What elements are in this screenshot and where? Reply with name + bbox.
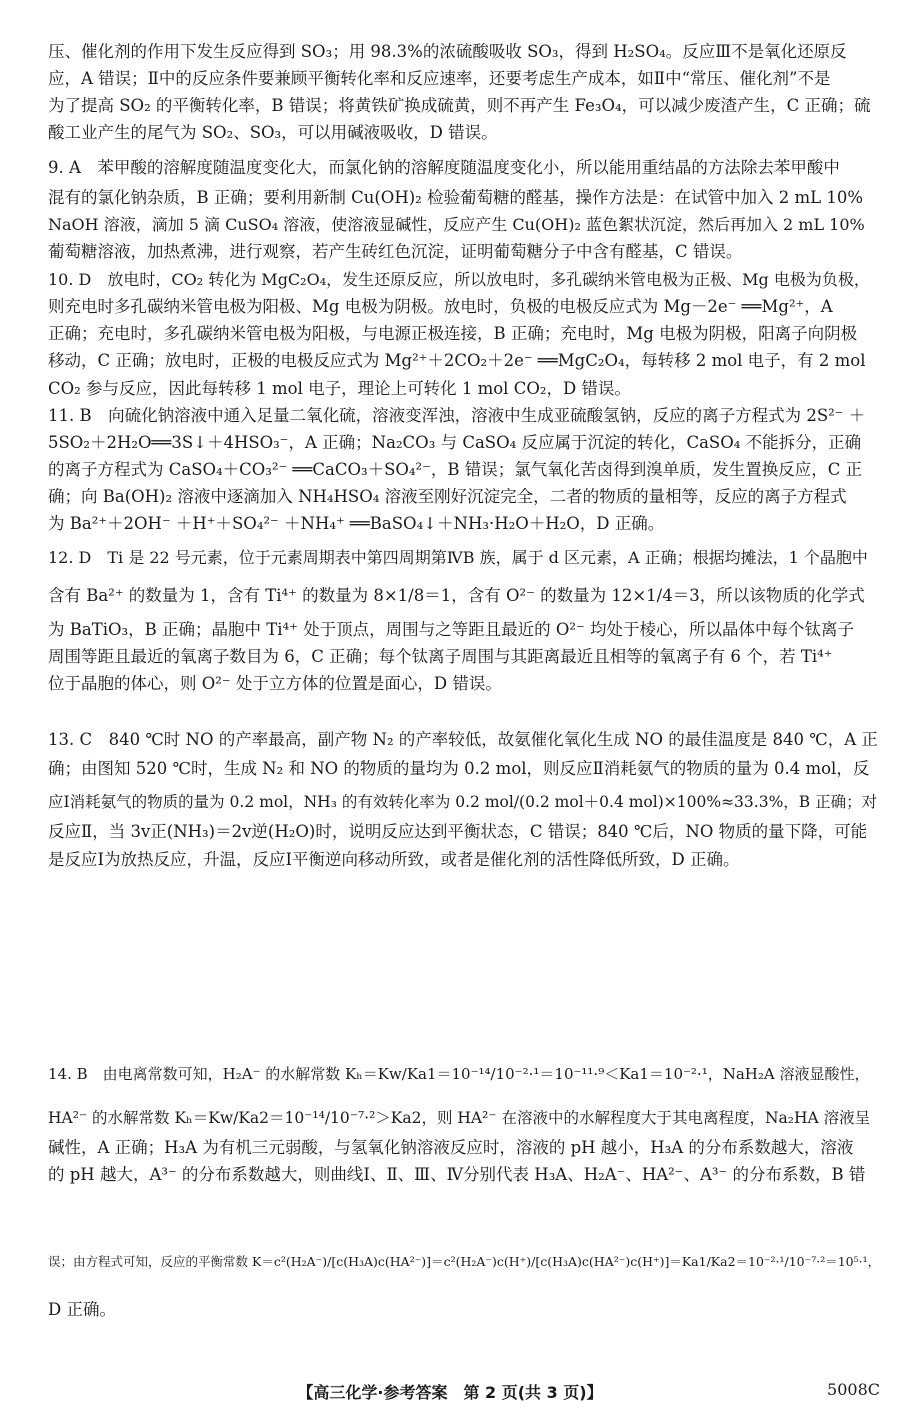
text-line: D 正确。 [48,1300,116,1319]
text-line: 为了提高 SO₂ 的平衡转化率，B 错误；将黄铁矿换成硫黄，则不再产生 Fe₃O₄，可以减少废渣产生，C 正确；硫 [48,96,871,115]
text-line: HA²⁻ 的水解常数 Kₕ＝Kw/Ka2＝10⁻¹⁴/10⁻⁷·²＞Ka2，则 HA²⁻ 在溶液中的水解程度大于其电离程度，Na₂HA 溶液呈 [48,1109,871,1127]
text-line: 确；向 Ba(OH)₂ 溶液中逐滴加入 NH₄HSO₄ 溶液至刚好沉淀完全，二者的物质的量相等，反应的离子方程式 [48,487,847,506]
text-line: 反应Ⅱ，当 3v正(NH₃)＝2v逆(H₂O)时，说明反应达到平衡状态，C 错误；840 ℃后，NO 物质的量下降，可能 [48,822,868,841]
text-line: 正确；充电时，多孔碳纳米管电极为阳极，与电源正极连接，B 正确；充电时，Mg 电极为阴极，阳离子向阴极 [48,324,858,343]
text-line: 压、催化剂的作用下发生反应得到 SO₃；用 98.3%的浓硫酸吸收 SO₃，得到 H₂SO₄。反应Ⅲ不是氧化还原反 [48,42,847,61]
text-line: 误；由方程式可知，反应的平衡常数 K＝c²(H₂A⁻)/[c(H₃A)c(HA²⁻)]＝c²(H₂A⁻)c(H⁺)/[c(H₃A)c(HA²⁻)c(H⁺)]＝Ka1/Ka2＝10⁻²·¹/10⁻⁷·²＝10⁵·¹， [48,1254,881,1269]
text-line: NaOH 溶液，滴加 5 滴 CuSO₄ 溶液，使溶液显碱性，反应产生 Cu(OH)₂ 蓝色絮状沉淀，然后再加入 2 mL 10% [48,215,865,234]
text-line: 14. B 由电离常数可知，H₂A⁻ 的水解常数 Kₕ＝Kw/Ka1＝10⁻¹⁴/10⁻²·¹＝10⁻¹¹·⁹＜Ka1＝10⁻²·¹，NaH₂A 溶液显酸性， [48,1065,870,1083]
text-line: 的离子方程式为 CaSO₄＋CO₃²⁻ ══CaCO₃＋SO₄²⁻，B 错误；氯气氧化苦卤得到溴单质，发生置换反应，C 正 [48,460,863,479]
text-line: 的 pH 越大，A³⁻ 的分布系数越大，则曲线Ⅰ、Ⅱ、Ⅲ、Ⅳ分别代表 H₃A、H₂A⁻、HA²⁻、A³⁻ 的分布系数，B 错 [48,1165,866,1184]
text-line: 13. C 840 ℃时 NO 的产率最高，副产物 N₂ 的产率较低，故氨催化氧化生成 NO 的最佳温度是 840 ℃，A 正 [48,730,878,749]
text-line: CO₂ 参与反应，因此每转移 1 mol 电子，理论上可转化 1 mol CO₂，D 错误。 [48,379,631,398]
text-line: 碱性，A 正确；H₃A 为有机三元弱酸，与氢氧化钠溶液反应时，溶液的 pH 越小，H₃A 的分布系数越大，溶液 [48,1138,854,1157]
text-line: 则充电时多孔碳纳米管电极为阳极、Mg 电极为阴极。放电时，负极的电极反应式为 Mg－2e⁻ ══Mg²⁺，A [48,297,833,316]
page-footer: 【高三化学·参考答案 第 2 页(共 3 页)】 [297,1383,603,1402]
text-line: 混有的氯化钠杂质，B 正确；要利用新制 Cu(OH)₂ 检验葡萄糖的醛基，操作方法是：在试管中加入 2 mL 10% [48,188,864,207]
text-line: 酸工业产生的尾气为 SO₂、SO₃，可以用碱液吸收，D 错误。 [48,123,498,142]
text-line: 为 Ba²⁺＋2OH⁻ ＋H⁺＋SO₄²⁻ ＋NH₄⁺ ══BaSO₄↓＋NH₃·H₂O＋H₂O，D 正确。 [48,514,665,533]
text-line: 是反应Ⅰ为放热反应，升温，反应Ⅰ平衡逆向移动所致，或者是催化剂的活性降低所致，D 正确。 [48,850,740,869]
text-line: 位于晶胞的体心，则 O²⁻ 处于立方体的位置是面心，D 错误。 [48,674,502,693]
text-line: 为 BaTiO₃，B 正确；晶胞中 Ti⁴⁺ 处于顶点，周围与之等距且最近的 O²⁻ 均处于棱心，所以晶体中每个钛离子 [48,620,854,639]
document-code: 5008C [827,1380,880,1399]
text-line: 5SO₂＋2H₂O══3S↓＋4HSO₃⁻，A 正确；Na₂CO₃ 与 CaSO₄ 反应属于沉淀的转化，CaSO₄ 不能拆分，正确 [48,433,862,452]
text-line: 确；由图知 520 ℃时，生成 N₂ 和 NO 的物质的量均为 0.2 mol，则反应Ⅱ消耗氨气的物质的量为 0.4 mol，反 [48,759,870,778]
text-line: 移动，C 正确；放电时，正极的电极反应式为 Mg²⁺＋2CO₂＋2e⁻ ══MgC₂O₄，每转移 2 mol 电子，有 2 mol [48,351,866,370]
text-line: 11. B 向硫化钠溶液中通入足量二氧化硫，溶液变浑浊，溶液中生成亚硫酸氢钠，反应的离子方程式为 2S²⁻ ＋ [48,406,866,425]
text-line: 葡萄糖溶液，加热煮沸，进行观察，若产生砖红色沉淀，证明葡萄糖分子中含有醛基，C 错误。 [48,242,743,261]
text-line: 应，A 错误；Ⅱ中的反应条件要兼顾平衡转化率和反应速率，还要考虑生产成本，如Ⅱ中“常压、催化剂”不是 [48,69,831,88]
text-line: 9. A 苯甲酸的溶解度随温度变化大，而氯化钠的溶解度随温度变化小，所以能用重结晶的方法除去苯甲酸中 [48,158,840,177]
text-line: 应Ⅰ消耗氨气的物质的量为 0.2 mol，NH₃ 的有效转化率为 0.2 mol/(0.2 mol＋0.4 mol)×100%≈33.3%，B 正确；对 [48,793,878,811]
text-line: 10. D 放电时，CO₂ 转化为 MgC₂O₄，发生还原反应，所以放电时，多孔碳纳米管电极为正极、Mg 电极为负极， [48,270,870,289]
text-line: 周围等距且最近的氧离子数目为 6，C 正确；每个钛离子周围与其距离最近且相等的氧离子有 6 个，若 Ti⁴⁺ [48,647,833,666]
text-line: 含有 Ba²⁺ 的数量为 1，含有 Ti⁴⁺ 的数量为 8×1/8＝1，含有 O²⁻ 的数量为 12×1/4＝3，所以该物质的化学式 [48,586,865,605]
text-line: 12. D Ti 是 22 号元素，位于元素周期表中第四周期第ⅣB 族，属于 d 区元素，A 正确；根据均摊法，1 个晶胞中 [48,548,868,567]
